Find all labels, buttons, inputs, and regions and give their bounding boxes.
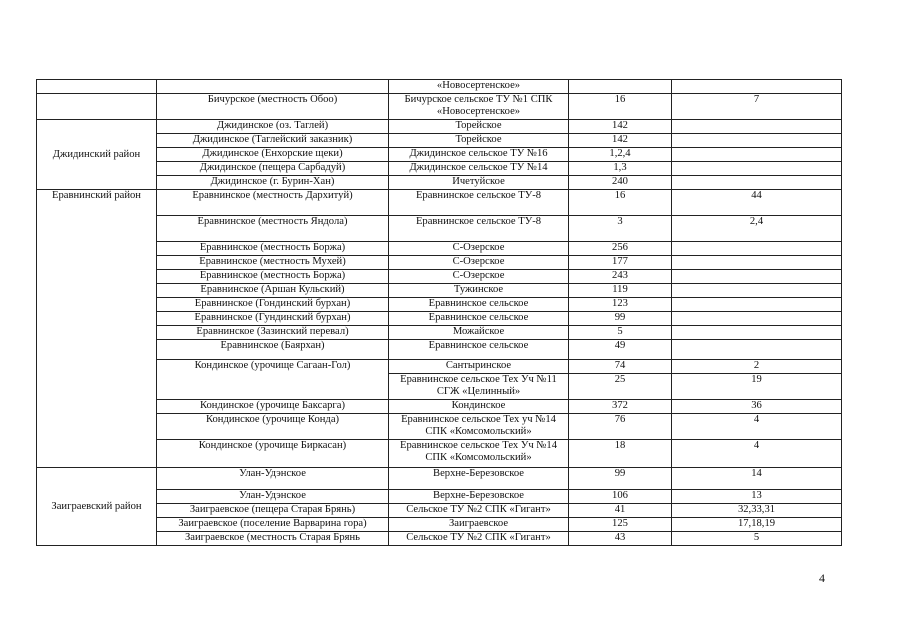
value-cell: 2 xyxy=(672,360,842,374)
value-cell: 243 xyxy=(569,270,672,284)
table-row xyxy=(37,148,842,162)
table-row xyxy=(37,504,842,518)
value-cell xyxy=(672,326,842,340)
value-cell xyxy=(672,242,842,256)
value-cell xyxy=(672,270,842,284)
user-cell: Сельское ТУ №2 СПК «Гигант» xyxy=(389,532,569,546)
user-cell: Джидинское сельское ТУ №16 xyxy=(389,148,569,162)
value-cell xyxy=(672,256,842,270)
value-cell: 99 xyxy=(569,468,672,490)
value-cell xyxy=(672,162,842,176)
table-row xyxy=(37,468,842,490)
table-row xyxy=(37,120,842,134)
value-cell xyxy=(672,312,842,326)
table-row xyxy=(37,270,842,284)
value-cell: 125 xyxy=(569,518,672,532)
place-cell: Еравнинское (Зазинский перевал) xyxy=(157,326,389,340)
place-cell: Еравнинское (местность Боржа) xyxy=(157,242,389,256)
place-cell: Кондинское (урочище Конда) xyxy=(157,414,389,440)
value-cell: 177 xyxy=(569,256,672,270)
value-cell: 4 xyxy=(672,414,842,440)
district-cell: Заиграевский район xyxy=(37,468,157,546)
table-row xyxy=(37,518,842,532)
district-cell: Джидинский район xyxy=(37,120,157,190)
user-cell: Джидинское сельское ТУ №14 xyxy=(389,162,569,176)
district-cell xyxy=(37,94,157,120)
table-row xyxy=(37,490,842,504)
place-cell: Джидинское (оз. Таглей) xyxy=(157,120,389,134)
user-cell: Торейское xyxy=(389,134,569,148)
place-cell: Джидинское (Таглейский заказник) xyxy=(157,134,389,148)
value-cell: 372 xyxy=(569,400,672,414)
place-cell: Джидинское (г. Бурин-Хан) xyxy=(157,176,389,190)
table-row xyxy=(37,190,842,216)
value-cell: 7 xyxy=(672,94,842,120)
value-cell: 76 xyxy=(569,414,672,440)
place-cell: Улан-Удэнское xyxy=(157,468,389,490)
value-cell xyxy=(672,284,842,298)
value-cell: 49 xyxy=(569,340,672,360)
district-cell: Еравнинский район xyxy=(37,190,157,468)
data-table xyxy=(36,79,842,546)
value-cell: 44 xyxy=(672,190,842,216)
value-cell: 32,33,31 xyxy=(672,504,842,518)
place-cell xyxy=(157,80,389,94)
place-cell: Кондинское (урочище Баксарга) xyxy=(157,400,389,414)
value-cell: 18 xyxy=(569,440,672,468)
value-cell xyxy=(672,134,842,148)
value-cell xyxy=(672,148,842,162)
place-cell: Еравнинское (Баярхан) xyxy=(157,340,389,360)
table-row xyxy=(37,532,842,546)
value-cell xyxy=(672,120,842,134)
value-cell: 256 xyxy=(569,242,672,256)
user-cell: Торейское xyxy=(389,120,569,134)
place-cell: Кондинское (урочище Биркасан) xyxy=(157,440,389,468)
table-row xyxy=(37,400,842,414)
user-cell: С-Озерское xyxy=(389,270,569,284)
value-cell xyxy=(569,80,672,94)
value-cell: 43 xyxy=(569,532,672,546)
user-cell: Еравнинское сельское xyxy=(389,298,569,312)
value-cell xyxy=(672,80,842,94)
value-cell: 19 xyxy=(672,374,842,400)
table-row xyxy=(37,340,842,360)
table-row xyxy=(37,80,842,94)
value-cell: 25 xyxy=(569,374,672,400)
user-cell: Еравнинское сельское Тех Уч №14 СПК «Комсомольский» xyxy=(389,440,569,468)
table-row xyxy=(37,284,842,298)
user-cell: Еравнинское сельское ТУ-8 xyxy=(389,190,569,216)
user-cell: Сельское ТУ №2 СПК «Гигант» xyxy=(389,504,569,518)
district-cell xyxy=(37,80,157,94)
place-cell: Улан-Удэнское xyxy=(157,490,389,504)
value-cell xyxy=(672,340,842,360)
place-cell: Еравнинское (Гондинский бурхан) xyxy=(157,298,389,312)
value-cell: 14 xyxy=(672,468,842,490)
place-cell: Заиграевское (пещера Старая Брянь) xyxy=(157,504,389,518)
place-cell: Бичурское (местность Обоо) xyxy=(157,94,389,120)
value-cell: 4 xyxy=(672,440,842,468)
value-cell: 240 xyxy=(569,176,672,190)
value-cell: 106 xyxy=(569,490,672,504)
value-cell: 74 xyxy=(569,360,672,374)
value-cell: 99 xyxy=(569,312,672,326)
table-row xyxy=(37,176,842,190)
place-cell: Еравнинское (Гундинский бурхан) xyxy=(157,312,389,326)
user-cell: Еравнинское сельское xyxy=(389,340,569,360)
table-row xyxy=(37,94,842,120)
user-cell: Сантыринское xyxy=(389,360,569,374)
value-cell: 41 xyxy=(569,504,672,518)
value-cell: 5 xyxy=(672,532,842,546)
table-row xyxy=(37,134,842,148)
table-row xyxy=(37,440,842,468)
place-cell: Еравнинское (местность Яндола) xyxy=(157,216,389,242)
user-cell: Кондинское xyxy=(389,400,569,414)
place-cell: Еравнинское (местность Мухей) xyxy=(157,256,389,270)
value-cell xyxy=(672,298,842,312)
user-cell: Еравнинское сельское xyxy=(389,312,569,326)
value-cell: 123 xyxy=(569,298,672,312)
value-cell: 13 xyxy=(672,490,842,504)
table-row xyxy=(37,326,842,340)
user-cell: Верхне-Березовское xyxy=(389,468,569,490)
value-cell: 5 xyxy=(569,326,672,340)
place-cell: Заиграевское (поселение Варварина гора) xyxy=(157,518,389,532)
user-cell: Верхне-Березовское xyxy=(389,490,569,504)
value-cell: 16 xyxy=(569,190,672,216)
value-cell: 3 xyxy=(569,216,672,242)
page-number: 4 xyxy=(819,571,825,585)
table-row xyxy=(37,312,842,326)
place-cell: Еравнинское (местность Дархитуй) xyxy=(157,190,389,216)
user-cell: Можайское xyxy=(389,326,569,340)
value-cell: 1,3 xyxy=(569,162,672,176)
table-row xyxy=(37,298,842,312)
value-cell xyxy=(672,176,842,190)
user-cell: Заиграевское xyxy=(389,518,569,532)
place-cell: Заиграевское (местность Старая Брянь xyxy=(157,532,389,546)
place-cell: Кондинское (урочище Сагаан-Гол) xyxy=(157,360,389,400)
user-cell: Тужинское xyxy=(389,284,569,298)
user-cell: «Новосертенское» xyxy=(389,80,569,94)
value-cell: 142 xyxy=(569,120,672,134)
table-row xyxy=(37,360,842,374)
value-cell: 36 xyxy=(672,400,842,414)
place-cell: Джидинское (Енхорские щеки) xyxy=(157,148,389,162)
value-cell: 1,2,4 xyxy=(569,148,672,162)
value-cell: 142 xyxy=(569,134,672,148)
user-cell: Еравнинское сельское Тех Уч №11 СГЖ «Целинный» xyxy=(389,374,569,400)
place-cell: Еравнинское (Аршан Кульский) xyxy=(157,284,389,298)
value-cell: 17,18,19 xyxy=(672,518,842,532)
user-cell: С-Озерское xyxy=(389,256,569,270)
table-row xyxy=(37,216,842,242)
table-row xyxy=(37,242,842,256)
user-cell: Еравнинское сельское ТУ-8 xyxy=(389,216,569,242)
value-cell: 16 xyxy=(569,94,672,120)
place-cell: Джидинское (пещера Сарбадуй) xyxy=(157,162,389,176)
user-cell: Бичурское сельское ТУ №1 СПК «Новосертенское» xyxy=(389,94,569,120)
table-row xyxy=(37,414,842,440)
table-row xyxy=(37,162,842,176)
value-cell: 119 xyxy=(569,284,672,298)
user-cell: Ичетуйское xyxy=(389,176,569,190)
place-cell: Еравнинское (местность Боржа) xyxy=(157,270,389,284)
value-cell: 2,4 xyxy=(672,216,842,242)
user-cell: С-Озерское xyxy=(389,242,569,256)
table-row xyxy=(37,256,842,270)
user-cell: Еравнинское сельское Тех уч №14 СПК «Комсомольский» xyxy=(389,414,569,440)
